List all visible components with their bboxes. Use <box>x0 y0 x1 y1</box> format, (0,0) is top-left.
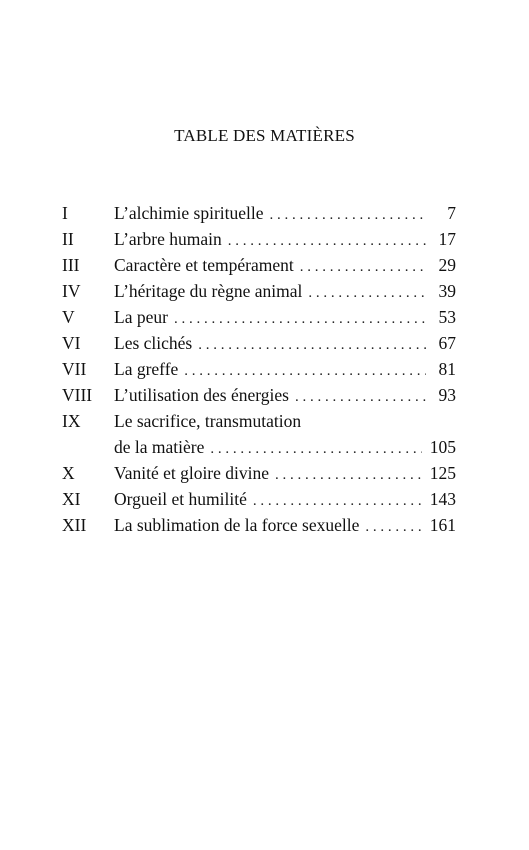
chapter-title: Caractère et tempérament <box>114 255 294 275</box>
chapter-numeral: III <box>62 255 80 275</box>
chapter-title: Les clichés <box>114 333 193 353</box>
toc-entry-1[interactable] <box>62 200 456 226</box>
toc-entry-11[interactable] <box>62 486 456 512</box>
page-number: 29 <box>438 255 456 275</box>
dot-leader <box>198 332 426 358</box>
page-number: 7 <box>447 203 456 223</box>
chapter-numeral: VIII <box>62 385 93 405</box>
dot-leader <box>270 202 426 228</box>
chapter-title-line-2: de la matière <box>114 437 205 457</box>
dot-leader <box>228 228 426 254</box>
dot-leader <box>275 462 422 488</box>
dot-leader <box>308 280 426 306</box>
table-of-contents <box>62 200 456 538</box>
page-number: 143 <box>429 489 456 509</box>
chapter-numeral: XI <box>62 489 81 509</box>
toc-entry-8[interactable] <box>62 382 456 408</box>
chapter-title: La peur <box>114 307 168 327</box>
page-number: 161 <box>429 515 456 535</box>
chapter-numeral: VII <box>62 359 87 379</box>
chapter-title: L’utilisation des énergies <box>114 385 289 405</box>
dot-leader <box>174 306 426 332</box>
chapter-numeral: X <box>62 463 75 483</box>
chapter-numeral: XII <box>62 515 87 535</box>
dot-leader <box>253 488 422 514</box>
chapter-title: Vanité et gloire divine <box>114 463 270 483</box>
dot-leader <box>295 384 426 410</box>
page-number: 81 <box>438 359 456 379</box>
chapter-title: L’héritage du règne animal <box>114 281 303 301</box>
toc-entry-10[interactable] <box>62 460 456 486</box>
chapter-numeral: VI <box>62 333 81 353</box>
page-title: TABLE DES MATIÈRES <box>174 126 355 145</box>
dot-leader <box>210 436 421 462</box>
chapter-numeral: V <box>62 307 75 327</box>
page-number: 39 <box>438 281 456 301</box>
page-number: 67 <box>438 333 456 353</box>
toc-entry-2[interactable] <box>62 226 456 252</box>
toc-entry-3[interactable] <box>62 252 456 278</box>
page-number: 125 <box>429 463 456 483</box>
toc-entry-6[interactable] <box>62 330 456 356</box>
chapter-title-line-1: Le sacrifice, transmutation <box>114 411 302 431</box>
toc-entry-4[interactable] <box>62 278 456 304</box>
toc-entry-5[interactable] <box>62 304 456 330</box>
chapter-numeral: IV <box>62 281 81 301</box>
chapter-title: La greffe <box>114 359 179 379</box>
toc-entry-7[interactable] <box>62 356 456 382</box>
chapter-numeral: I <box>62 203 68 223</box>
dot-leader <box>184 358 426 384</box>
chapter-title: L’arbre humain <box>114 229 222 249</box>
page-number: 93 <box>438 385 456 405</box>
toc-entry-12[interactable] <box>62 512 456 538</box>
chapter-numeral: II <box>62 229 74 249</box>
dot-leader <box>365 514 421 540</box>
page-number: 53 <box>438 307 456 327</box>
dot-leader <box>300 254 426 280</box>
chapter-title: L’alchimie spirituelle <box>114 203 264 223</box>
chapter-title: La sublimation de la force sexuelle <box>114 515 360 535</box>
page-number: 105 <box>429 437 456 457</box>
page-number: 17 <box>438 229 456 249</box>
toc-entry-9[interactable] <box>62 408 456 460</box>
chapter-numeral: IX <box>62 411 81 431</box>
chapter-title: Orgueil et humilité <box>114 489 247 509</box>
